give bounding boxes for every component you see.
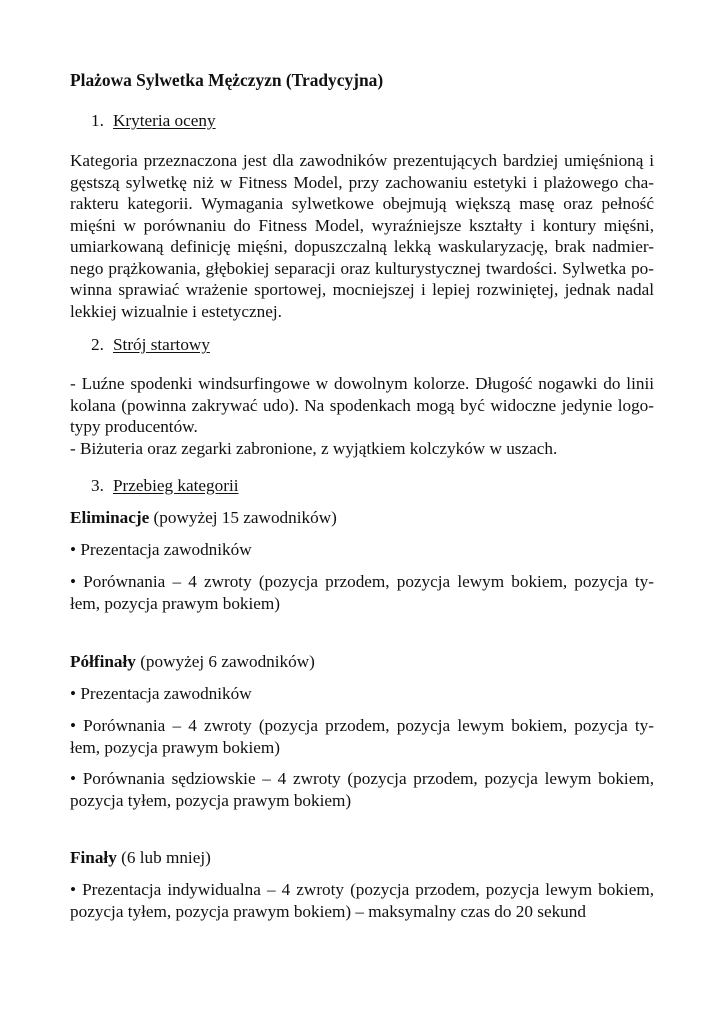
paragraph-line: mięśni w porównaniu do Fitness Model, wyraźniejsze kształty i kontury mięśni,: [70, 215, 654, 235]
list-item-continuation: łem, pozycja prawym bokiem): [70, 593, 281, 613]
paragraph-line: gęstszą sylwetkę niż w Fitness Model, przy zachowaniu estetyki i plażowego cha-: [70, 172, 654, 192]
round-heading-semifinals: [70, 652, 654, 672]
paragraph-line: typy producentów.: [70, 417, 198, 436]
paragraph-line: - Luźne spodenki windsurfingowe w dowolnym kolorze. Długość nogawki do linii: [70, 374, 654, 393]
round-heading-eliminations: [70, 508, 654, 528]
paragraph-line: kolana (powinna zakrywać udo). Na spodenkach mogą być widoczne jedynie logo-: [70, 395, 654, 415]
round-name: Finały: [70, 848, 117, 867]
section-title: Przebieg kategorii: [113, 476, 239, 495]
paragraph-line: umiarkowaną definicję mięśni, dopuszczalną lekką waskularyzację, brak nadmier-: [70, 237, 654, 256]
document-title: Plażowa Sylwetka Mężczyzn (Tradycyjna): [70, 70, 384, 90]
list-item: • Porównania – 4 zwroty (pozycja przodem, pozycja lewym bokiem, pozycja ty-: [70, 716, 654, 735]
paragraph-line: rakteru kategorii. Wymagania sylwetkowe obejmują większą masę oraz pełność: [70, 194, 654, 213]
section-heading-criteria: [91, 111, 675, 131]
section-title: Strój startowy: [113, 335, 210, 354]
list-item: • Porównania sędziowskie – 4 zwroty (pozycja przodem, pozycja lewym bokiem,: [70, 769, 654, 788]
round-name: Eliminacje: [70, 508, 150, 527]
list-item: • Prezentacja zawodników: [70, 540, 252, 559]
round-condition: (powyżej 6 zawodników): [135, 652, 315, 671]
list-item: • Porównania – 4 zwroty (pozycja przodem, pozycja lewym bokiem, pozycja ty-: [70, 572, 654, 591]
paragraph-line: Kategoria przeznaczona jest dla zawodników prezentujących bardziej umięśnioną i: [70, 151, 654, 170]
round-heading-finals: [70, 848, 654, 868]
section-title: Kryteria oceny: [113, 111, 216, 130]
round-name: Półfinały: [70, 652, 136, 671]
list-item-continuation: łem, pozycja prawym bokiem): [70, 737, 281, 757]
section-number: 2.: [91, 335, 104, 354]
round-condition: (powyżej 15 zawodników): [149, 508, 337, 527]
paragraph-line: - Biżuteria oraz zegarki zabronione, z wyjątkiem kolczyków w uszach.: [70, 438, 558, 458]
paragraph-line: winna sprawiać wrażenie sportowej, mocniejszej i lepiej rozwiniętej, jednak nadal: [70, 280, 654, 299]
section-number: 1.: [91, 111, 104, 130]
list-item: • Prezentacja zawodników: [70, 684, 252, 703]
list-item-continuation: pozycja tyłem, pozycja prawym bokiem) – maksymalny czas do 20 sekund: [70, 901, 586, 921]
list-item-continuation: pozycja tyłem, pozycja prawym bokiem): [70, 790, 352, 810]
section-heading-course: [91, 476, 675, 496]
list-item: • Prezentacja indywidualna – 4 zwroty (pozycja przodem, pozycja lewym bokiem,: [70, 880, 654, 899]
paragraph-line: lekkiej wizualnie i estetycznej.: [70, 301, 282, 321]
section-number: 3.: [91, 476, 104, 495]
section-heading-outfit: [91, 335, 675, 355]
paragraph-line: nego prążkowania, głębokiej separacji oraz kulturystycznej twardości. Sylwetka po-: [70, 258, 654, 278]
round-condition: (6 lub mniej): [116, 848, 211, 867]
